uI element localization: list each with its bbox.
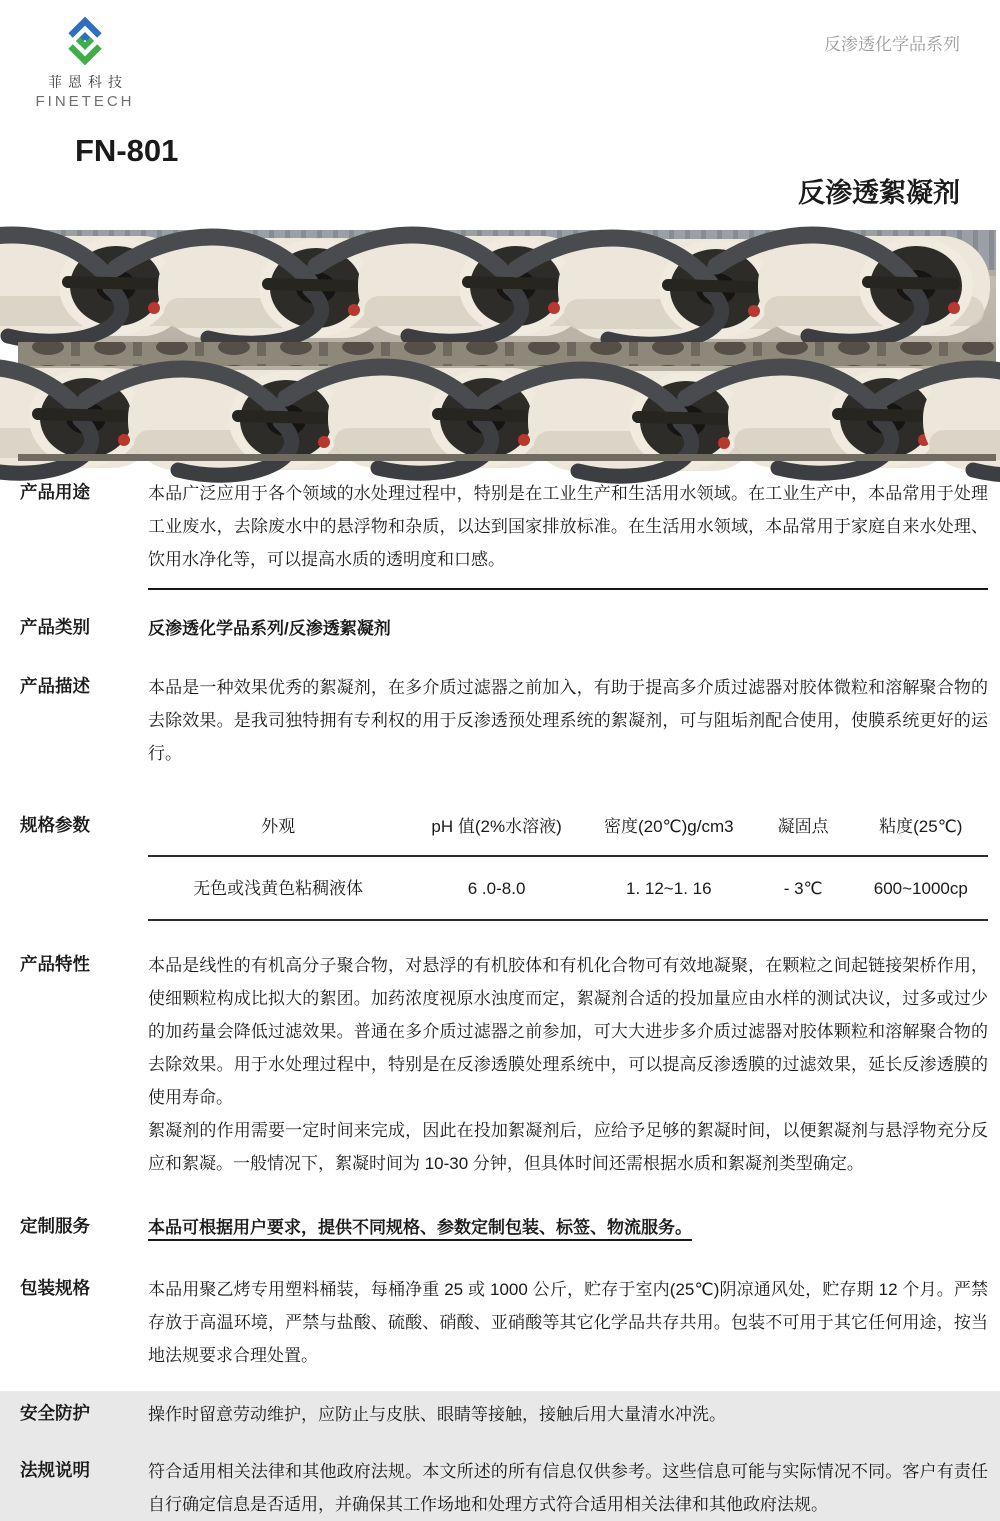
section-custom-service-text: 本品可根据用户要求，提供不同规格、参数定制包装、标签、物流服务。 bbox=[148, 1218, 692, 1237]
section-usage-label: 产品用途 bbox=[20, 482, 90, 502]
product-code-title: FN-801 bbox=[75, 133, 179, 168]
section-features-paragraph-2: 絮凝剂的作用需要一定时间来完成，因此在投加絮凝剂后，应给予足够的絮凝时间，以便絮凝剂与悬浮物充分反应和絮凝。一般情况下，絮凝时间为 10-30 分钟，但具体时间还需根据水质和絮凝剂类型确定。 bbox=[148, 1121, 988, 1173]
section-features-paragraph-1: 本品是线性的有机高分子聚合物，对悬浮的有机胶体和有机化合物可有效地凝聚，在颗粒之间起链接架桥作用，使细颗粒构成比拟大的絮团。加药浓度视原水浊度而定，絮凝剂合适的投加量应由水样的测试决议，过多或过少的加药量会降低过滤效果。普通在多介质过滤器之前参加，可大大进步多介质过滤器对胶体颗粒和溶解聚合物的去除效果。用于水处理过程中，特别是在反渗透膜处理系统中，可以提高反渗透膜的过滤效果，延长反渗透膜的使用寿命。 bbox=[148, 956, 988, 1107]
section-usage-text: 本品广泛应用于各个领域的水处理过程中，特别是在工业生产和生活用水领域。在工业生产中，本品常用于处理工业废水，去除废水中的悬浮物和杂质，以达到国家排放标准。在生活用水领域，本品常用于家庭自来水处理、饮用水净化等，可以提高水质的透明度和口感。 bbox=[148, 484, 988, 569]
section-usage bbox=[0, 477, 1000, 576]
section-safety-text: 操作时留意劳动维护，应防止与皮肤、眼睛等接触，接触后用大量清水冲洗。 bbox=[148, 1405, 726, 1424]
section-features-label: 产品特性 bbox=[20, 954, 90, 974]
section-regulation bbox=[0, 1455, 1000, 1521]
spec-header-viscosity: 粘度(25℃) bbox=[854, 810, 988, 856]
spec-header-appearance: 外观 bbox=[148, 810, 408, 856]
spec-value-density: 1. 12~1. 16 bbox=[585, 856, 753, 920]
spec-value-ph: 6 .0-8.0 bbox=[408, 856, 584, 920]
spec-value-viscosity: 600~1000cp bbox=[854, 856, 988, 920]
spec-table-data-row bbox=[148, 856, 988, 920]
spec-header-freezing-point: 凝固点 bbox=[753, 810, 854, 856]
section-packaging-label: 包装规格 bbox=[20, 1278, 90, 1298]
section-custom-service bbox=[0, 1211, 1000, 1244]
spec-table-header-row bbox=[148, 810, 988, 856]
series-label: 反渗透化学品系列 bbox=[824, 35, 960, 54]
section-specs-label: 规格参数 bbox=[20, 815, 90, 835]
section-regulation-text: 符合适用相关法律和其他政府法规。本文所述的所有信息仅供参考。这些信息可能与实际情况不同。客户有责任自行确定信息是否适用，并确保其工作场地和处理方式符合适用相关法律和其他政府法规。 bbox=[148, 1462, 988, 1514]
product-photo bbox=[18, 230, 996, 461]
section-packaging-text: 本品用聚乙烤专用塑料桶装，每桶净重 25 或 1000 公斤，贮存于室内(25℃)阴凉通风处，贮存期 12 个月。严禁存放于高温环境，严禁与盐酸、硫酸、硝酸、亚硝酸等其它化学品共存共用。包装不可用于其它任何用途，按当地法规要求合理处置。 bbox=[148, 1280, 988, 1365]
section-custom-service-label: 定制服务 bbox=[20, 1216, 90, 1236]
section-regulation-label: 法规说明 bbox=[20, 1460, 90, 1480]
page-header bbox=[0, 0, 1000, 110]
section-category bbox=[0, 612, 1000, 645]
section-divider bbox=[0, 576, 1000, 590]
product-name-title: 反渗透絮凝剂 bbox=[798, 178, 960, 208]
logo-diamond-icon bbox=[55, 12, 115, 70]
spec-value-appearance: 无色或浅黄色粘稠液体 bbox=[148, 856, 408, 920]
spec-header-density: 密度(20℃)g/cm3 bbox=[585, 810, 753, 856]
spec-value-freezing-point: - 3℃ bbox=[753, 856, 854, 920]
spec-header-ph: pH 值(2%水溶液) bbox=[408, 810, 584, 856]
section-category-label: 产品类别 bbox=[20, 617, 90, 637]
section-description bbox=[0, 671, 1000, 770]
datasheet-body bbox=[0, 477, 1000, 1521]
spec-table bbox=[148, 810, 988, 921]
section-packaging bbox=[0, 1273, 1000, 1372]
company-name-cn: 菲恩科技 bbox=[48, 76, 128, 91]
section-description-text: 本品是一种效果优秀的絮凝剂，在多介质过滤器之前加入，有助于提高多介质过滤器对胶体微粒和溶解聚合物的去除效果。是我司独特拥有专利权的用于反渗透预处理系统的絮凝剂，可与阻垢剂配合使用，使膜系统更好的运行。 bbox=[148, 678, 988, 763]
company-name-en: FINETECH bbox=[35, 93, 135, 110]
section-safety-label: 安全防护 bbox=[20, 1403, 90, 1423]
section-features bbox=[0, 949, 1000, 1180]
section-description-label: 产品描述 bbox=[20, 676, 90, 696]
section-specs bbox=[0, 810, 1000, 921]
section-category-text: 反渗透化学品系列/反渗透絮凝剂 bbox=[148, 619, 391, 638]
divider-line bbox=[148, 588, 988, 590]
company-logo bbox=[30, 12, 140, 110]
section-safety bbox=[0, 1398, 1000, 1431]
